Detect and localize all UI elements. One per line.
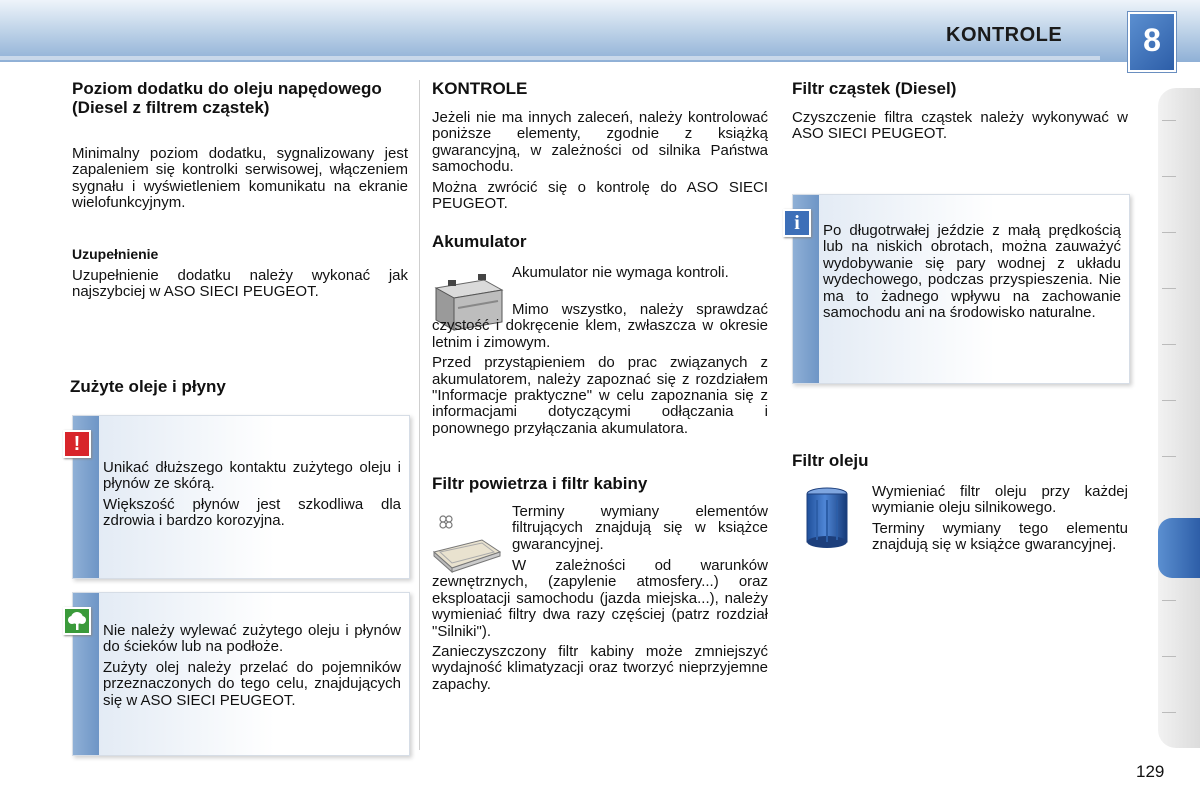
- oil-filter-icon: [800, 486, 854, 550]
- oil-filter-text: [872, 484, 1128, 558]
- diesel-additive-text: [72, 146, 408, 216]
- battery-text-short: [512, 265, 768, 285]
- environment-text: [103, 623, 401, 713]
- oil-filter-paragraph-2: Terminy wymiany tego elementu znajdują się w książce gwarancyjnej.: [872, 519, 1128, 554]
- header-strip: [0, 56, 1100, 60]
- battery-paragraph-2: Mimo wszystko, należy sprawdzać czystość i dokręcenie klem, zwłaszcza w okresie letnim i zimowym.: [432, 301, 768, 351]
- warning-paragraph-1: Unikać dłuższego kontaktu zużytego oleju i płynów ze skórą.: [103, 459, 401, 493]
- filters-paragraph-3: Zanieczyszczony filtr kabiny może zmniejszyć wydajność klimatyzacji oraz tworzyć nieprzyjemne zapachy.: [432, 643, 768, 693]
- chapter-rail: [1158, 88, 1200, 748]
- column-divider: [419, 80, 420, 750]
- checks-heading: KONTROLE: [432, 79, 528, 98]
- warning-note: [72, 415, 410, 579]
- tree-icon: [63, 607, 91, 635]
- battery-paragraph-1: Akumulator nie wymaga kontroli.: [512, 264, 729, 281]
- warning-icon: !: [63, 430, 91, 458]
- diesel-additive-heading: Poziom dodatku do oleju napędowego (Diesel z filtrem cząstek): [72, 79, 382, 117]
- warning-text: [103, 460, 401, 534]
- refill-paragraph: Uzupełnienie dodatku należy wykonać jak najszybciej w ASO SIECI PEUGEOT.: [72, 267, 408, 301]
- filters-text: [432, 558, 768, 697]
- rail-tick: [1162, 176, 1176, 177]
- tree-icon-graphic: [65, 609, 89, 633]
- oil-filter-heading: Filtr oleju: [792, 451, 869, 470]
- environment-paragraph-2: Zużyty olej należy przelać do pojemników przeznaczonych do tego celu, znajdujących się w ASO SIECI PEUGEOT.: [103, 658, 401, 709]
- rail-tick: [1162, 456, 1176, 457]
- filters-heading: Filtr powietrza i filtr kabiny: [432, 474, 648, 493]
- info-paragraph: Po długotrwałej jeździe z małą prędkością lub na niskich obrotach, można zauważyć wydobywanie się pary wodnej z układu wydechowego, podczas przyspieszenia. Nie ma to żadnego wpływu na zachowanie samochodu ani na środowisko naturalne.: [823, 222, 1121, 322]
- dpf-heading: Filtr cząstek (Diesel): [792, 79, 957, 98]
- rail-tick: [1162, 288, 1176, 289]
- oil-filter-paragraph-1: Wymieniać filtr oleju przy każdej wymianie oleju silnikowego.: [872, 483, 1128, 517]
- warning-paragraph-2: Większość płynów jest szkodliwa dla zdrowia i bardzo korozyjna.: [103, 495, 401, 530]
- dpf-paragraph: Czyszczenie filtra cząstek należy wykonywać w ASO SIECI PEUGEOT.: [792, 109, 1128, 143]
- rail-tick: [1162, 712, 1176, 713]
- diesel-additive-paragraph: Minimalny poziom dodatku, sygnalizowany jest zapaleniem się kontrolki serwisowej, włączeniem sygnału i wyświetleniem komunikatu na ekranie wielofunkcyjnym.: [72, 145, 408, 212]
- filters-paragraph-1: Terminy wymiany elementów filtrujących znajdują się w książce gwarancyjnej.: [512, 503, 768, 553]
- filters-text-short: [512, 504, 768, 557]
- page-number: 129: [1136, 762, 1165, 781]
- dpf-text: [792, 110, 1128, 147]
- battery-text: [432, 302, 768, 441]
- refill-heading: Uzupełnienie: [72, 246, 159, 262]
- checks-intro-paragraph-2: Można zwrócić się o kontrolę do ASO SIECI PEUGEOT.: [432, 178, 768, 213]
- chapter-number: 8: [1143, 22, 1161, 58]
- battery-paragraph-3: Przed przystąpieniem do prac związanych z akumulatorem, należy zapoznać się z rozdziałem "Informacje praktyczne" w celu zapoznania się z informacjami dotyczącymi odłączania i ponownego przyłączania akumulatora.: [432, 354, 768, 437]
- info-note: [792, 194, 1130, 384]
- refill-text: [72, 268, 408, 305]
- used-oils-heading: Zużyte oleje i płyny: [70, 377, 226, 396]
- rail-tick: [1162, 344, 1176, 345]
- filters-paragraph-2: W zależności od warunków zewnętrznych, (zapylenie atmosfery...) oraz eksploatacji samochodu (jazda miejska...), należy wymieniać filtry dwa razy częściej (patrz rozdział "Silniki").: [432, 557, 768, 640]
- chapter-title: KONTROLE: [946, 24, 1063, 46]
- rail-tick: [1162, 600, 1176, 601]
- checks-intro-paragraph-1: Jeżeli nie ma innych zaleceń, należy kontrolować poniższe elementy, zgodnie z książką gwarancyjną, w zależności od silnika Państwa samochodu.: [432, 109, 768, 176]
- environment-note: [72, 592, 410, 756]
- rail-active-tab: [1158, 518, 1200, 578]
- info-icon: i: [783, 209, 811, 237]
- info-text: [823, 223, 1121, 325]
- chapter-number-tab: [1128, 12, 1176, 72]
- checks-intro: [432, 110, 768, 216]
- environment-paragraph-1: Nie należy wylewać zużytego oleju i płynów do ścieków lub na podłoże.: [103, 622, 401, 656]
- rail-tick: [1162, 656, 1176, 657]
- battery-heading: Akumulator: [432, 232, 527, 251]
- rail-tick: [1162, 232, 1176, 233]
- rail-tick: [1162, 120, 1176, 121]
- rail-tick: [1162, 400, 1176, 401]
